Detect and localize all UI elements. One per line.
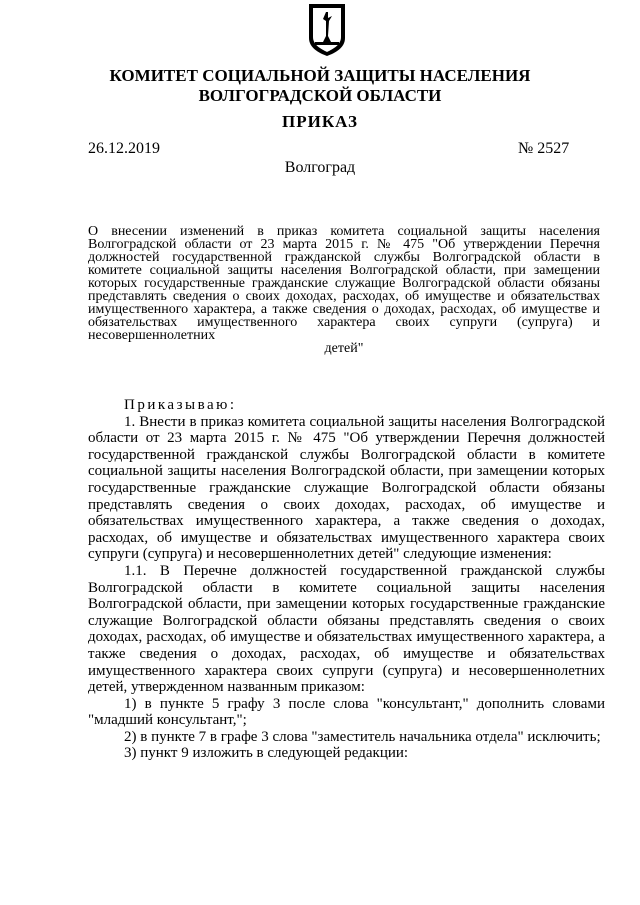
document-date: 26.12.2019 [88,140,160,157]
document-type: ПРИКАЗ [282,112,358,131]
title-last-line: детей" [324,341,364,356]
item-2: 2) в пункте 7 в графе 3 слова "заместитель начальника отдела" исключить; [124,728,601,745]
coat-of-arms-icon [307,2,347,57]
paragraph-1-1: 1.1. В Перечне должностей государственной гражданской службы Волгоградской области в комитете социальной защиты населения Волгоградской области, при замещении которых государственные гражданские служащие Волгоградской области обязаны представлять сведения о своих доходах, расходах, об имуществе и обязательствах имущественного характера, а также сведения о доходах, расходах, об имуществе и обязательствах имущественного характера своих супруги (супруга) и несовершеннолетних детей, утвержденном названным приказом: [88,562,605,696]
document-number: № 2527 [518,140,570,157]
title-text: О внесении изменений в приказ комитета социальной защиты населения Волгоградской области от 23 марта 2015 г. № 475 "Об утверждении Перечня должностей государственной гражданской службы Волгоградской области в комитете социальной защиты населения Волгоградской области, при замещении которых государственные гражданские служащие Волгоградской области обязаны представлять сведения о своих доходах, расходах, об имуществе и обязательствах имущественного характера, а также сведения о доходах, расходах, об имуществе и обязательствах имущественного характера своих супруги (супруга) и несовершеннолетних [88,224,600,343]
item-3: 3) пункт 9 изложить в следующей редакции: [124,745,409,762]
document-city: Волгоград [284,159,356,176]
document-title [88,225,600,355]
organization-name: КОМИТЕТ СОЦИАЛЬНОЙ ЗАЩИТЫ НАСЕЛЕНИЯ [109,66,531,85]
order-word: Приказываю: [124,397,237,413]
organization-region: ВОЛГОГРАДСКОЙ ОБЛАСТИ [198,86,442,105]
document-body [88,397,605,762]
item-1: 1) в пункте 5 графу 3 после слова "консультант," дополнить словами "младший консультант,"; [88,695,605,729]
paragraph-1: 1. Внести в приказ комитета социальной защиты населения Волгоградской области от 23 марта 2015 г. № 475 "Об утверждении Перечня должностей государственной гражданской службы Волгоградской области в комитете социальной защиты населения Волгоградской области, при замещении которых государственные гражданские служащие Волгоградской области обязаны представлять сведения о своих доходах, расходах, об имуществе и обязательствах имущественного характера, а также сведения о доходах, расходах, об имуществе и обязательствах имущественного характера своих супруги (супруга) и несовершеннолетних детей" следующие изменения: [88,413,605,563]
